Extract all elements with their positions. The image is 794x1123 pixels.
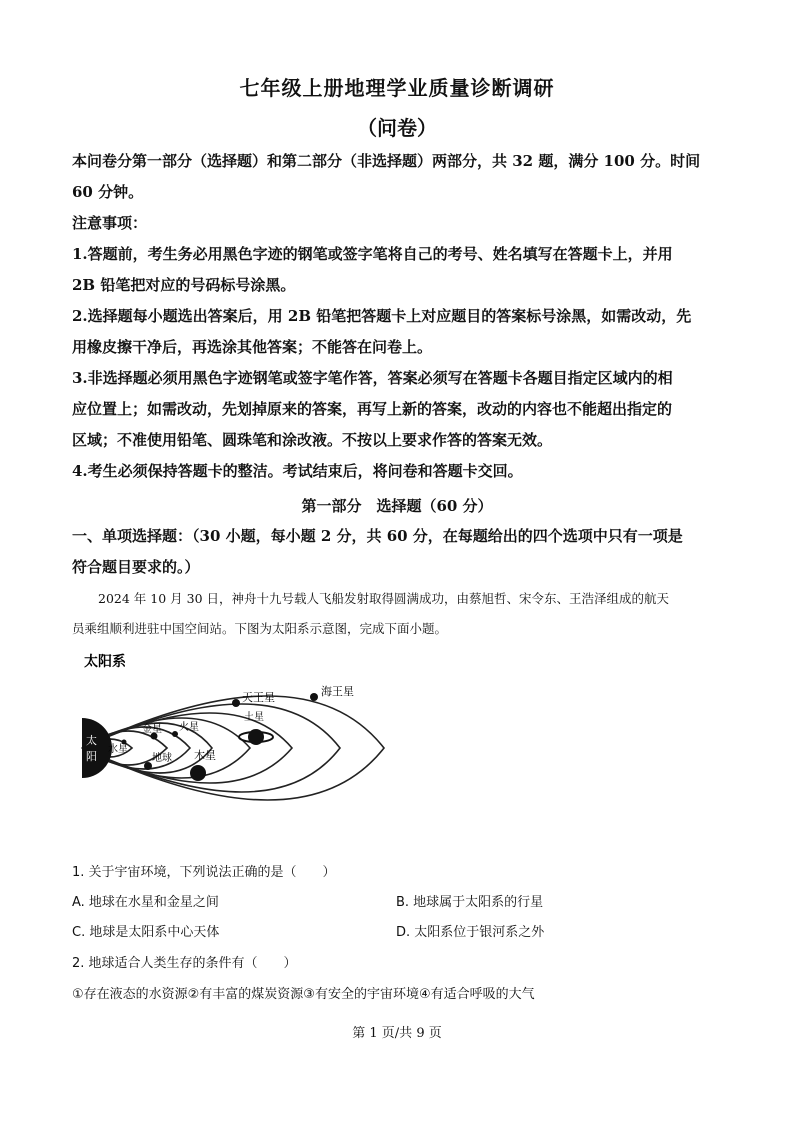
section-line: 一、单项选择题：（30 小题，每小题 2 分，共 60 分，在每题给出的四个选项中只有一项是 (72, 527, 683, 545)
notice-item: 应位置上；如需改动，先划掉原来的答案，再写上新的答案，改动的内容也不能超出指定的 (72, 400, 673, 418)
notice-item: 1.答题前，考生务必用黑色字迹的钢笔或签字笔将自己的考号、姓名填写在答题卡上，并用 (72, 245, 673, 263)
section-title: 第一部分 选择题（60 分） (301, 497, 493, 515)
section-instructions (72, 521, 722, 583)
uranus (232, 699, 240, 707)
figure-title: 太阳系 (84, 654, 126, 670)
intro-line: 60 分钟。 (72, 183, 144, 201)
saturn-label: 土星 (244, 712, 264, 723)
question-2-options: ①存在液态的水资源②有丰富的煤炭资源③有安全的宇宙环境④有适合呼吸的大气 (72, 987, 535, 1002)
notice-item: 2.选择题每小题选出答案后，用 2B 铅笔把答题卡上对应题目的答案标号涂黑，如需改动，先 (72, 307, 692, 325)
notice-item: 2B 铅笔把对应的号码标号涂黑。 (72, 276, 296, 294)
notice-item: 4.考生必须保持答题卡的整洁。考试结束后，将问卷和答题卡交回。 (72, 462, 523, 480)
solar-system-diagram (72, 648, 392, 848)
solar-system-figure (72, 648, 392, 848)
saturn (248, 729, 264, 745)
context-line: 员乘组顺利进驻中国空间站。下图为太阳系示意图，完成下面小题。 (72, 621, 448, 636)
earth-label: 地球 (152, 753, 172, 764)
notice-item: 区域；不准使用铅笔、圆珠笔和涂改液。不按以上要求作答的答案无效。 (72, 431, 553, 449)
mars (172, 731, 178, 737)
question-1-option-b[interactable]: B. 地球属于太阳系的行星 (396, 895, 544, 910)
jupiter-label: 木星 (194, 749, 216, 762)
neptune-label: 海王星 (321, 685, 354, 698)
mercury-label: 水星 (108, 744, 128, 755)
question-2-stem: 2. 地球适合人类生存的条件有（ ） (72, 956, 297, 971)
question-context (72, 584, 722, 644)
neptune (310, 693, 318, 701)
question-1-option-c[interactable]: C. 地球是太阳系中心天体 (72, 925, 220, 940)
sun-label-2: 阳 (86, 750, 97, 763)
earth (144, 762, 152, 770)
notice-item: 用橡皮擦干净后，再选涂其他答案；不能答在问卷上。 (72, 338, 433, 356)
venus-label: 金星 (142, 724, 162, 735)
notice-item: 3.非选择题必须用黑色字迹钢笔或签字笔作答，答案必须写在答题卡各题目指定区域内的相 (72, 369, 673, 387)
instructions (72, 146, 722, 487)
question-1-stem: 1. 关于宇宙环境，下列说法正确的是（ ） (72, 865, 336, 880)
section-line: 符合题目要求的。） (72, 558, 200, 576)
sun-label-1: 太 (86, 734, 97, 747)
uranus-label: 天王星 (242, 691, 275, 704)
notice-heading: 注意事项： (72, 214, 148, 232)
intro-line: 本问卷分第一部分（选择题）和第二部分（非选择题）两部分，共 32 题，满分 100 分。时间 (72, 152, 701, 170)
page-subtitle: （问卷） (357, 116, 437, 140)
question-1-option-d[interactable]: D. 太阳系位于银河系之外 (396, 925, 545, 940)
context-line: 2024 年 10 月 30 日，神舟十九号载人飞船发射取得圆满成功，由蔡旭哲、宋令东、王浩泽组成的航天 (98, 591, 669, 606)
mars-label: 火星 (179, 722, 199, 733)
jupiter (190, 765, 206, 781)
page-title: 七年级上册地理学业质量诊断调研 (239, 76, 555, 100)
page-footer: 第 1 页/共 9 页 (352, 1026, 442, 1041)
question-1-option-a[interactable]: A. 地球在水星和金星之间 (72, 895, 219, 910)
